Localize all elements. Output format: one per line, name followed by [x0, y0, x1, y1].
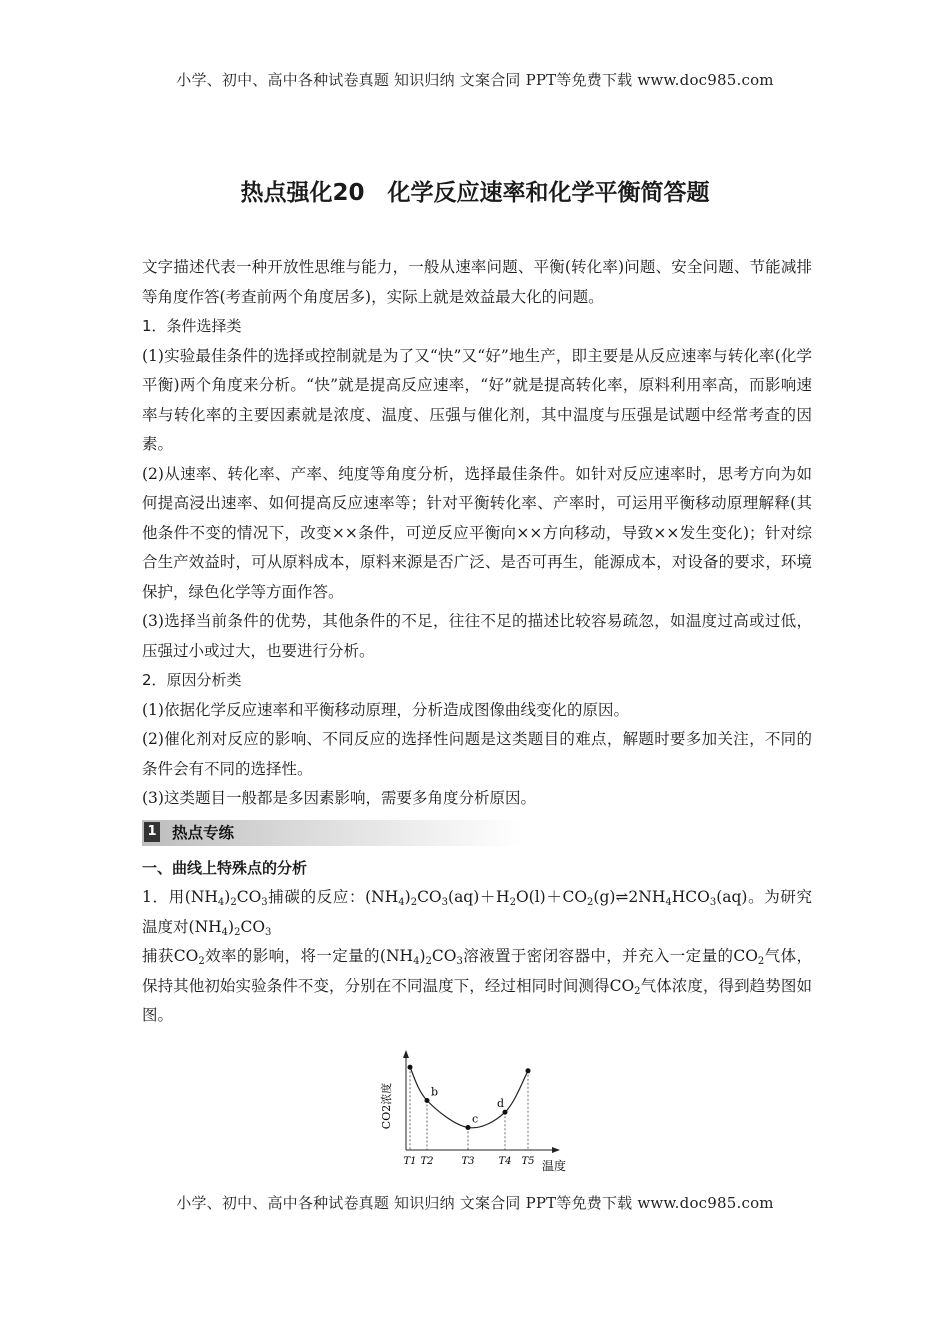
- question-1-continued: [142, 942, 812, 1031]
- section1-paragraph-2: (2)从速率、转化率、产率、纯度等角度分析，选择最佳条件。如针对反应速率时，思考方向为如何提高浸出速率、如何提高反应速率等；针对平衡转化率、产率时，可运用平衡移动原理解释(其他条件不变的情况下，改变××条件，可逆反应平衡向××方向移动，导致××发生变化)；针对综合生产效益时，可从原料成本，原料来源是否广泛、是否可再生，能源成本，对设备的要求，环境保护，绿色化学等方面作答。: [142, 464, 812, 601]
- practice-banner: [142, 816, 812, 850]
- subscript: 2: [634, 985, 641, 997]
- subscript: 2: [425, 956, 432, 967]
- formula-text: (NH: [365, 888, 399, 906]
- point-label: c: [472, 1112, 479, 1126]
- subscript: 4: [217, 897, 225, 908]
- formula-text: ): [224, 888, 231, 906]
- formula-text: ): [419, 947, 426, 965]
- section2-paragraph-1: (1)依据化学反应速率和平衡移动原理，分析造成图像曲线变化的原因。: [142, 700, 629, 719]
- formula-text: CO: [417, 888, 442, 906]
- page-footer: 小学、初中、高中各种试卷真题 知识归纳 文案合同 PPT等免费下载 www.doc985.com: [176, 1194, 774, 1212]
- subscript: 2: [234, 926, 241, 938]
- section2-heading: 2．原因分析类: [142, 671, 242, 689]
- formula-text: CO: [240, 917, 266, 936]
- y-axis-label: CO2浓度: [380, 1082, 393, 1130]
- subscript: 4: [665, 897, 672, 908]
- formula-text: HCO: [671, 888, 710, 906]
- formula-text: O(l)＋CO: [515, 888, 588, 906]
- section1-paragraph-3: (3)选择当前条件的优势，其他条件的不足，往往不足的描述比较容易疏忽，如温度过高或过低，压强过小或过大，也要进行分析。: [142, 612, 812, 660]
- y-axis-arrow: [403, 1050, 409, 1058]
- q-text: 捕获CO: [142, 947, 199, 965]
- q-text: 效率的影响，将一定量的: [204, 947, 380, 965]
- q-text: 溶液置于密闭容器中，并充入一定量的CO: [462, 947, 758, 965]
- x-tick-label: T5: [521, 1156, 535, 1167]
- q-text: 1．用: [142, 888, 185, 906]
- subscript: 2: [587, 897, 594, 908]
- subscript: 2: [757, 956, 765, 967]
- co2-concentration-chart: [376, 1046, 576, 1176]
- q-text: 捕碳的反应：: [267, 888, 366, 906]
- section2-paragraph-2: (2)催化剂对反应的影响、不同反应的选择性问题是这类题目的难点，解题时要多加关注，不同的条件会有不同的选择性。: [142, 730, 812, 778]
- subscript: 2: [198, 956, 205, 967]
- formula-text: (g)⇌2NH: [593, 888, 666, 906]
- subscript: 4: [413, 956, 420, 967]
- subsection-heading: 一、曲线上特殊点的分析: [142, 858, 308, 877]
- formula-text: ): [228, 917, 235, 936]
- data-point: [425, 1098, 430, 1103]
- x-tick-label: T4: [498, 1156, 512, 1167]
- subscript: 3: [441, 897, 449, 908]
- data-point: [503, 1110, 508, 1115]
- section2-paragraph-3: (3)这类题目一般都是多因素影响，需要多角度分析原因。: [142, 789, 536, 807]
- formula-text: (aq)＋H: [448, 888, 510, 906]
- data-point: [408, 1065, 413, 1070]
- q-text: (aq)。为研究温度对: [142, 888, 812, 936]
- formula-text: (NH: [184, 888, 218, 906]
- x-tick-label: T3: [461, 1156, 475, 1167]
- formula-text: CO: [236, 888, 262, 906]
- section1-heading: 1．条件选择类: [142, 317, 242, 335]
- x-tick-label: T2: [420, 1156, 434, 1167]
- q-text: 气体，保持其他初始实验条件不变，分别在不同温度下，经过相同时间测得CO: [142, 947, 812, 995]
- question-1: [142, 883, 812, 942]
- banner-label: 热点专练: [172, 823, 235, 842]
- point-label: d: [497, 1097, 505, 1111]
- subscript: 4: [398, 897, 405, 908]
- subscript: 2: [410, 897, 418, 908]
- subscript: 2: [230, 897, 237, 908]
- point-label: b: [431, 1085, 439, 1099]
- document-body: [142, 253, 812, 1031]
- x-tick-label: T1: [403, 1156, 417, 1167]
- trend-curve: [410, 1067, 528, 1128]
- subscript: 3: [265, 926, 272, 938]
- subscript: 3: [261, 897, 268, 908]
- formula-text: (NH: [379, 947, 414, 965]
- banner-number-icon: 1: [144, 822, 160, 842]
- intro-paragraph: 文字描述代表一种开放性思维与能力，一般从速率问题、平衡(转化率)问题、安全问题、节能减排等角度作答(考查前两个角度居多)，实际上就是效益最大化的问题。: [142, 258, 812, 306]
- subscript: 3: [709, 897, 717, 908]
- x-axis-label: 温度: [541, 1159, 567, 1173]
- data-point: [466, 1125, 471, 1130]
- formula-text: (NH: [188, 917, 222, 936]
- formula-text: CO: [431, 947, 457, 965]
- q-text: 气体浓度，得到趋势图如图。: [142, 976, 812, 1024]
- page-header: 小学、初中、高中各种试卷真题 知识归纳 文案合同 PPT等免费下载 www.doc985.com: [176, 71, 774, 89]
- subscript: 3: [456, 956, 463, 967]
- formula-text: ): [404, 888, 411, 906]
- subscript: 2: [509, 897, 516, 908]
- page-title: 热点强化20 化学反应速率和化学平衡简答题: [240, 180, 710, 206]
- section1-paragraph-1: (1)实验最佳条件的选择或控制就是为了又“快”又“好”地生产，即主要是从反应速率与转化率(化学平衡)两个角度来分析。“快”就是提高反应速率，“好”就是提高转化率，原料利用率高，而影响速率与转化率的主要因素就是浓度、温度、压强与催化剂，其中温度与压强是试题中经常考查的因素。: [142, 346, 812, 453]
- subscript: 4: [221, 926, 229, 938]
- x-axis-arrow: [552, 1147, 560, 1153]
- data-point: [526, 1068, 531, 1073]
